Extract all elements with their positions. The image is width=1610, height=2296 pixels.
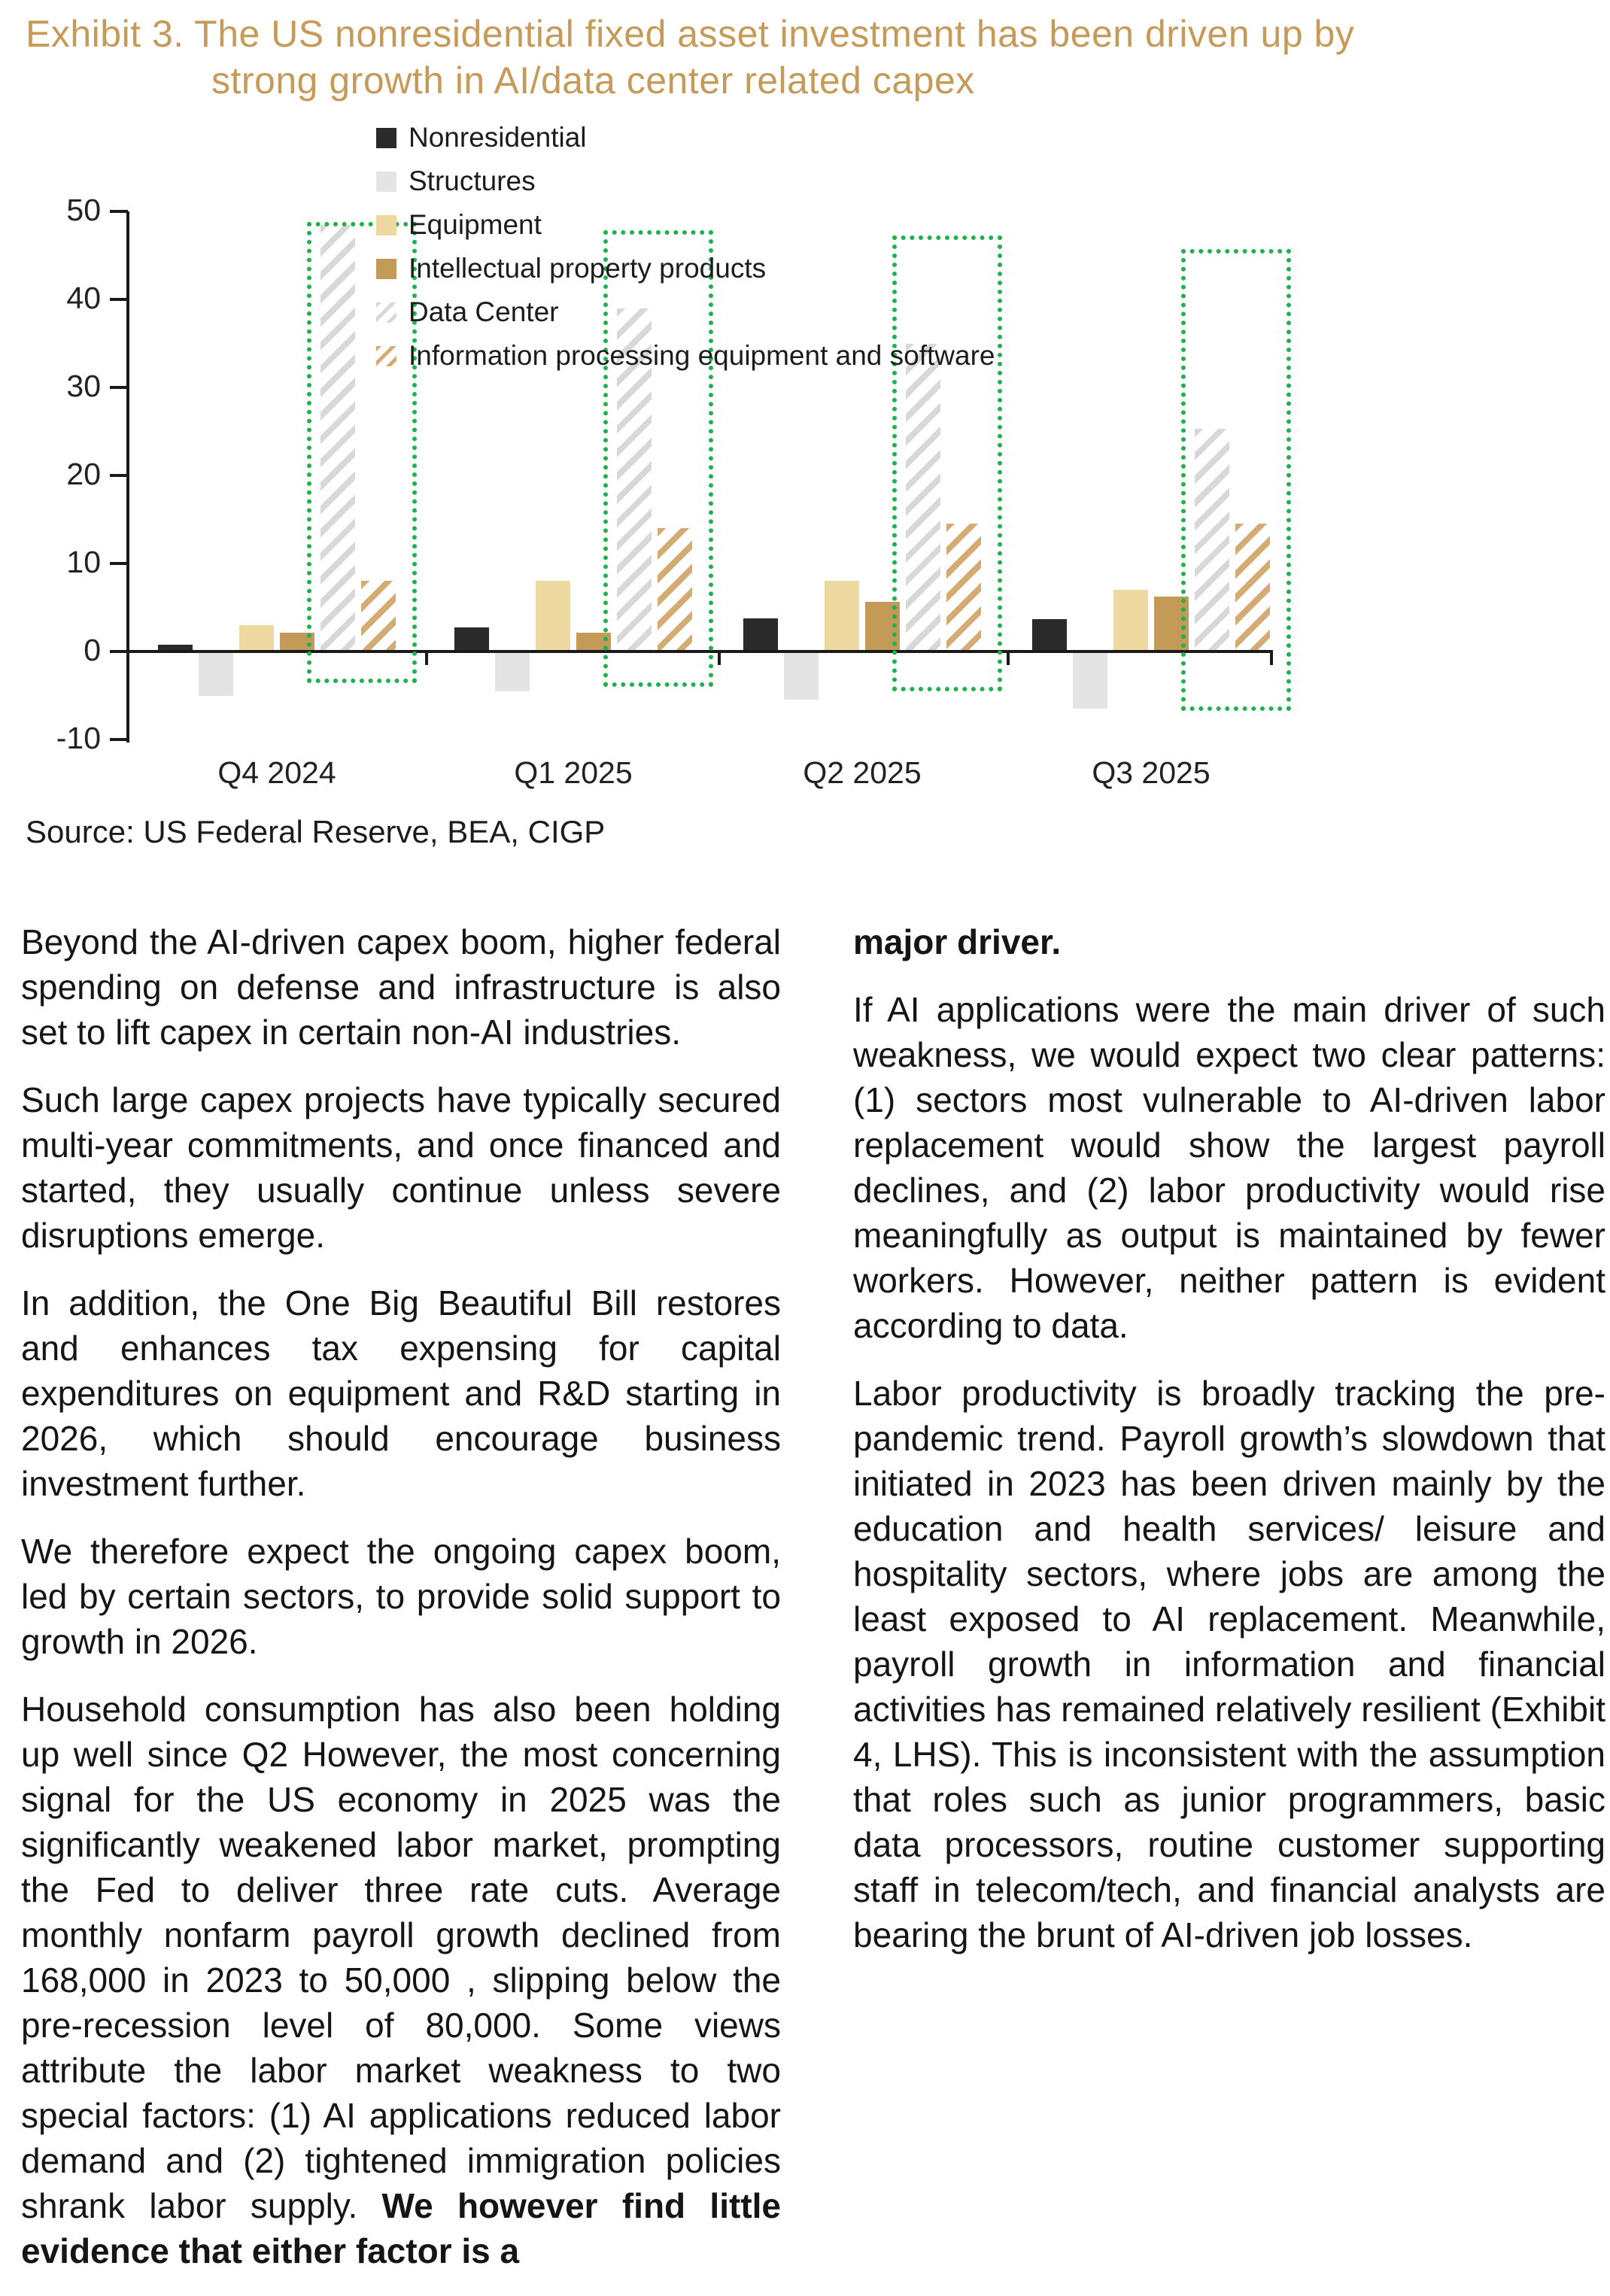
text-run: Labor productivity is broadly tracking the pre-pandemic trend. Payroll growth’s slowdown that initiated in 2023 has been driven mainly by the education and health services/ leisure and hospitality sectors, where jobs are among the least exposed to AI replacement. Meanwhile, payroll growth in information and financial activities has remained relatively resilient (Exhibit 4, LHS). This is inconsistent with the assumption that roles such as junior programmers, basic data processors, routine customer supporting staff in telecom/tech, and financial analysts are bearing the brunt of AI-driven job losses. bbox=[853, 1374, 1605, 1954]
y-tick-label: 10 bbox=[66, 545, 101, 579]
chart-bar bbox=[199, 651, 233, 696]
y-tick-label: 40 bbox=[66, 281, 101, 315]
legend-swatch-icon bbox=[376, 259, 396, 279]
y-axis-tick bbox=[110, 738, 128, 741]
paragraph bbox=[21, 1687, 781, 2273]
text-column-left bbox=[21, 919, 781, 2296]
legend-label: Nonresidential bbox=[409, 122, 587, 153]
x-category-label: Q3 2025 bbox=[1092, 755, 1211, 790]
chart-bar bbox=[825, 581, 859, 651]
chart-bar bbox=[1032, 619, 1067, 651]
paragraph bbox=[853, 919, 1605, 964]
y-axis-line bbox=[126, 211, 129, 743]
chart-legend bbox=[376, 116, 995, 378]
chart-bar bbox=[1073, 651, 1107, 709]
source-note: Source: US Federal Reserve, BEA, CIGP bbox=[26, 814, 606, 849]
highlight-box bbox=[1181, 249, 1291, 710]
legend-label: Intellectual property products bbox=[409, 253, 767, 284]
body-text bbox=[0, 919, 1610, 2296]
legend-swatch-icon bbox=[376, 172, 396, 192]
capex-bar-chart bbox=[0, 104, 1610, 809]
bold-text-run: We however find little evidence that either factor is a bbox=[21, 2186, 781, 2270]
text-run: Such large capex projects have typically secured multi-year commitments, and once financed and started, they usually continue unless severe disruptions emerge. bbox=[21, 1080, 781, 1255]
text-run: If AI applications were the main driver of such weakness, we would expect two clear patterns: (1) sectors most vulnerable to AI-driven labor replacement would show the largest payroll declines, and (2) labor productivity would rise meaningfully as output is maintained by fewer workers. However, neither pattern is evident according to data. bbox=[853, 990, 1605, 1345]
y-tick-label: 20 bbox=[66, 457, 101, 491]
legend-swatch-icon bbox=[376, 128, 396, 148]
y-tick-label: -10 bbox=[56, 721, 101, 755]
exhibit-title-line-1: Exhibit 3. The US nonresidential fixed asset investment has been driven up by bbox=[26, 13, 1355, 55]
legend-swatch-icon bbox=[376, 302, 396, 323]
chart-bar bbox=[1113, 590, 1148, 651]
y-axis-tick bbox=[110, 474, 128, 477]
chart-bar bbox=[454, 627, 489, 651]
chart-bar bbox=[743, 618, 778, 651]
paragraph bbox=[21, 1280, 781, 1506]
x-axis-tick bbox=[718, 651, 721, 665]
y-tick-label: 50 bbox=[66, 193, 101, 227]
legend-item bbox=[376, 290, 995, 334]
legend-item bbox=[376, 159, 995, 203]
chart-bar bbox=[239, 625, 274, 651]
text-run: In addition, the One Big Beautiful Bill restores and enhances tax expensing for capital expenditures on equipment and R&D starting in 2026, which should encourage business investment further. bbox=[21, 1283, 781, 1503]
exhibit-title-line-2: strong growth in AI/data center related capex bbox=[211, 59, 975, 102]
x-axis-tick bbox=[1007, 651, 1010, 665]
y-axis-tick bbox=[110, 650, 128, 653]
y-axis-tick bbox=[110, 386, 128, 389]
text-column-right bbox=[853, 919, 1605, 2296]
paragraph bbox=[853, 987, 1605, 1348]
x-category-label: Q1 2025 bbox=[514, 755, 633, 790]
text-run: Household consumption has also been holding up well since Q2 However, the most concerning signal for the US economy in 2025 was the significantly weakened labor market, prompting the Fed to deliver three rate cuts. Average monthly nonfarm payroll growth declined from 168,000 in 2023 to 50,000 , slipping below the pre-recession level of 80,000. Some views attribute the labor market weakness to two special factors: (1) AI applications reduced labor demand and (2) tightened immigration policies shrank labor supply. bbox=[21, 1690, 781, 2225]
legend-label: Structures bbox=[409, 166, 536, 196]
y-tick-label: 30 bbox=[66, 369, 101, 403]
chart-bar bbox=[784, 651, 819, 700]
chart-bar bbox=[495, 651, 530, 691]
legend-label: Information processing equipment and software bbox=[409, 340, 995, 371]
y-axis-tick bbox=[110, 562, 128, 565]
paragraph bbox=[21, 1529, 781, 1664]
x-category-label: Q4 2024 bbox=[217, 755, 336, 790]
bold-text-run: major driver. bbox=[853, 922, 1062, 961]
x-axis-tick bbox=[425, 651, 428, 665]
legend-label: Data Center bbox=[409, 296, 559, 327]
paragraph bbox=[21, 1077, 781, 1258]
legend-item bbox=[376, 247, 995, 290]
legend-swatch-icon bbox=[376, 346, 396, 366]
x-category-label: Q2 2025 bbox=[803, 755, 922, 790]
paragraph bbox=[21, 919, 781, 1055]
legend-item bbox=[376, 334, 995, 378]
text-run: Beyond the AI-driven capex boom, higher federal spending on defense and infrastructure is also set to lift capex in certain non-AI industries. bbox=[21, 922, 781, 1052]
text-run: We therefore expect the ongoing capex boom, led by certain sectors, to provide solid support to growth in 2026. bbox=[21, 1532, 781, 1661]
legend-label: Equipment bbox=[409, 209, 542, 240]
y-axis-tick bbox=[110, 210, 128, 213]
exhibit-title bbox=[0, 0, 1610, 104]
paragraph bbox=[853, 1371, 1605, 1957]
legend-swatch-icon bbox=[376, 215, 396, 235]
y-tick-label: 0 bbox=[84, 633, 101, 667]
chart-bar bbox=[536, 581, 570, 651]
legend-item bbox=[376, 116, 995, 159]
y-axis-tick bbox=[110, 298, 128, 301]
legend-item bbox=[376, 203, 995, 247]
